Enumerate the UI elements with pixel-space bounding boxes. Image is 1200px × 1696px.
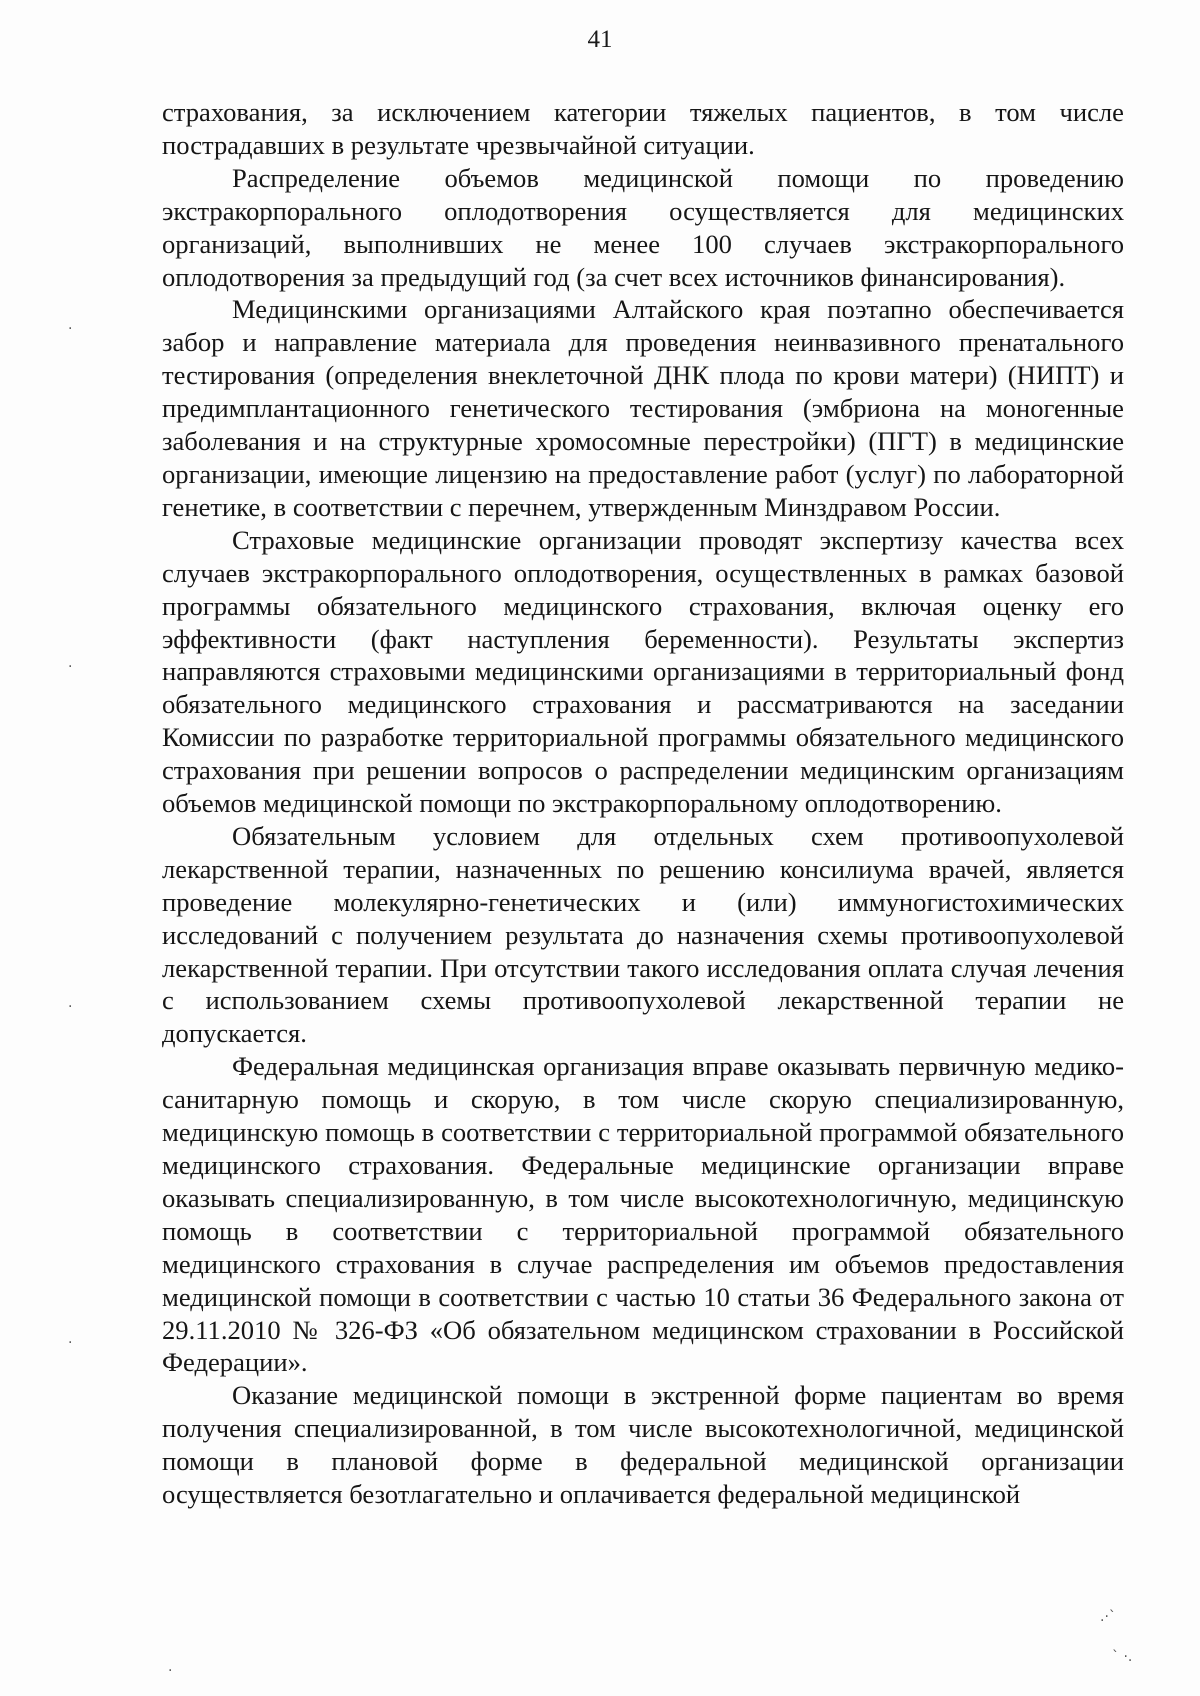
- paragraph-ivf-distribution: Распределение объемов медицинской помощи по проведению экстракорпорального оплодотворения осуществляется для медицинских организаций, выполнивших не менее 100 случаев экстракорпорального оплодотворения за предыдущий год (за счет всех источников финансирования).: [162, 162, 1124, 292]
- scan-artifact-dot: ·: [68, 321, 73, 337]
- document-body: [162, 96, 1124, 1511]
- paragraph-genetic-testing: Медицинскими организациями Алтайского края поэтапно обеспечивается забор и направление материала для проведения неинвазивного пренатального тестирования (определения внеклеточной ДНК плода по крови матери) (НИПТ) и предимплантационного генетического тестирования (эмбриона на моногенные заболевания и на структурные хромосомные перестройки) (ПГТ) в медицинские организации, имеющие лицензию на предоставление работ (услуг) по лабораторной генетике, в соответствии с перечнем, утвержденным Минздравом России.: [162, 294, 1124, 522]
- paragraph-federal-organizations: Федеральная медицинская организация вправе оказывать первичную медико-санитарную помощь и скорую, в том числе скорую специализированную, медицинскую помощь в соответствии с территориальной программой обязательного медицинского страхования. Федеральные медицинские организации вправе оказывать специализированную, в том числе высокотехнологичную, медицинскую помощь в соответствии с территориальной программой обязательного медицинского страхования в случае распределения им объемов предоставления медицинской помощи в соответствии с частью 10 статьи 36 Федерального закона от 29.11.2010 № 326-ФЗ «Об обязательном медицинском страховании в Российской Федерации».: [162, 1051, 1124, 1378]
- scan-artifact-dot: ·: [68, 1335, 73, 1351]
- paragraph-emergency-care: Оказание медицинской помощи в экстренной форме пациентам во время получения специализированной, в том числе высокотехнологичной, медицинской помощи в плановой форме в федеральной медицинской организации осуществляется безотлагательно и оплачивается федеральной медицинской: [162, 1380, 1124, 1510]
- page-number: 41: [587, 26, 613, 53]
- scan-artifact-dot: ·: [68, 659, 73, 675]
- scan-artifact-dot: ·: [68, 999, 73, 1015]
- paragraph-insurance-expertise: Страховые медицинские организации проводят экспертизу качества всех случаев экстракорпорального оплодотворения, осуществленных в рамках базовой программы обязательного медицинского страхования, включая оценку его эффективности (факт наступления беременности). Результаты экспертиз направляются страховыми медицинскими организациями в территориальный фонд обязательного медицинского страхования и рассматриваются на заседании Комиссии по разработке территориальной программы обязательного медицинского страхования при решении вопросов о распределении медицинским организациям объемов медицинской помощи по экстракорпоральному оплодотворению.: [162, 524, 1124, 819]
- paragraph-continuation: страхования, за исключением категории тяжелых пациентов, в том числе пострадавших в результате чрезвычайной ситуации.: [162, 97, 1124, 160]
- scan-artifact-specks: ` ·.: [1112, 1649, 1133, 1665]
- scan-artifact-specks: .·`: [1100, 1609, 1116, 1625]
- scan-artifact-dot: ·: [168, 1663, 173, 1679]
- paragraph-antitumor-therapy: Обязательным условием для отдельных схем противоопухолевой лекарственной терапии, назначенных по решению консилиума врачей, является проведение молекулярно-генетических и (или) иммуногистохимических исследований с получением результата до назначения схемы противоопухолевой лекарственной терапии. При отсутствии такого исследования оплата случая лечения с использованием схемы противоопухолевой лекарственной терапии не допускается.: [162, 820, 1124, 1049]
